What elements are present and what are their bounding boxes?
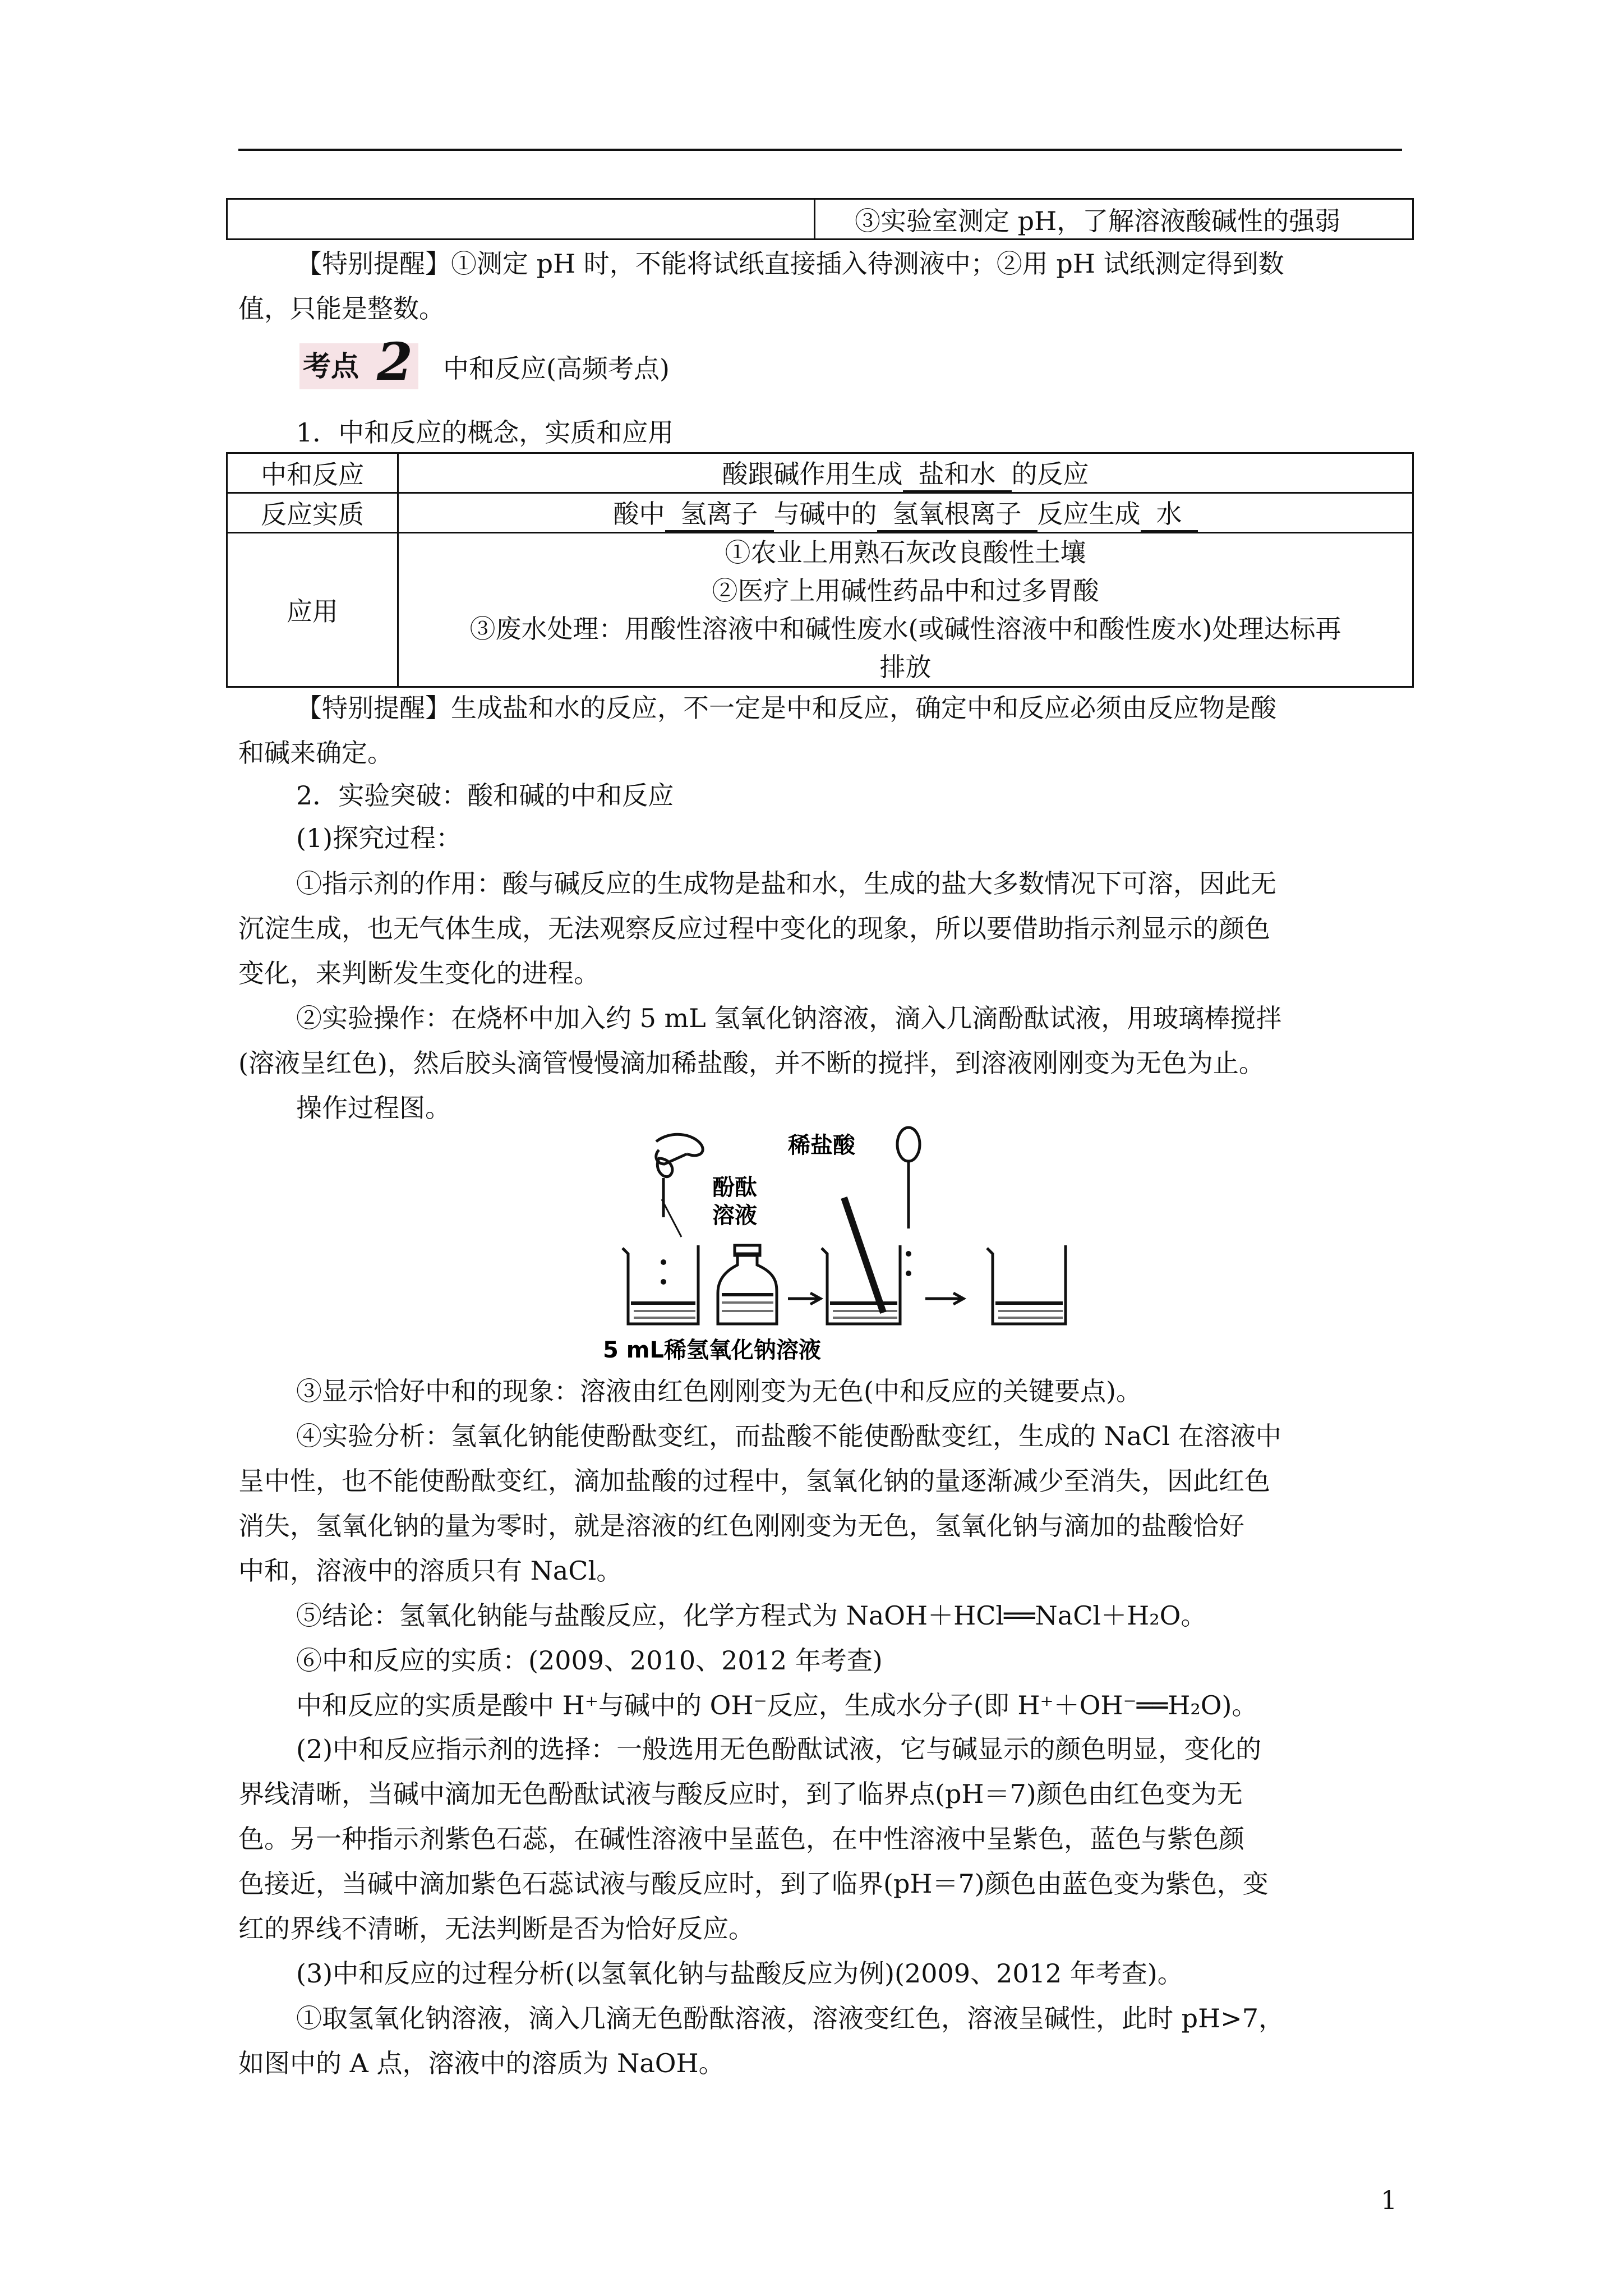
definition-post: 的反应 [1011, 459, 1089, 489]
application-line-3: ③废水处理：用酸性溶液中和碱性废水(或碱性溶液中和酸性废水)处理达标再 [469, 614, 1341, 644]
acid-dropper-bulb-icon [897, 1128, 920, 1161]
essence-mid2: 反应生成 [1037, 499, 1141, 529]
application-line-4: 排放 [879, 652, 932, 682]
diagram-caption: 操作过程图。 [296, 1093, 451, 1123]
process-line2: 如图中的 A 点，溶液中的溶质为 NaOH。 [238, 2048, 725, 2078]
definition-blank: 盐和水 [903, 458, 1012, 492]
label-dilute-hcl: 稀盐酸 [788, 1133, 855, 1158]
definition-pre: 酸跟碱作用生成 [722, 459, 903, 489]
operation-line1: ②实验操作：在烧杯中加入约 5 mL 氢氧化钠溶液，滴入几滴酚酞试液，用玻璃棒搅拌 [296, 1003, 1282, 1033]
essence-blank-hydroxide: 氢氧根离子 [877, 498, 1038, 532]
reminder1-line2: 值，只能是整数。 [238, 293, 445, 324]
essence-mid: 与碱中的 [773, 499, 877, 529]
conclusion: ⑤结论：氢氧化钠能与盐酸反应，化学方程式为 NaOH＋HCl══NaCl＋H₂O。 [296, 1600, 1207, 1631]
process-heading: (3)中和反应的过程分析(以氢氧化钠与盐酸反应为例)(2009、2012 年考查)。 [296, 1958, 1183, 1989]
top-table-empty-cell [227, 199, 815, 240]
experiment-diagram [603, 1119, 1119, 1366]
reminder1-line1: 【特别提醒】①测定 pH 时，不能将试纸直接插入待测液中；②用 pH 试纸测定得到数 [296, 249, 1284, 279]
section-title: 中和反应(高频考点) [443, 353, 670, 384]
analysis-line4: 中和，溶液中的溶质只有 NaCl。 [238, 1556, 623, 1586]
phenolphthalein-bottle-icon [718, 1254, 777, 1324]
analysis-line3: 消失，氢氧化钠的量为零时，就是溶液的红色刚刚变为无色，氢氧化钠与滴加的盐酸恰好 [238, 1511, 1244, 1541]
essence-blank-water: 水 [1141, 498, 1198, 532]
analysis-line1: ④实验分析：氢氧化钠能使酚酞变红，而盐酸不能使酚酞变红，生成的 NaCl 在溶液中 [296, 1421, 1281, 1451]
glass-rod-icon [844, 1198, 883, 1313]
label-phenolphthalein-2: 溶液 [712, 1203, 757, 1228]
sub1-heading: 1．中和反应的概念，实质和应用 [296, 417, 674, 448]
label-phenolphthalein-1: 酚酞 [712, 1175, 757, 1200]
analysis-line2: 呈中性，也不能使酚酞变红，滴加盐酸的过程中，氢氧化钠的量逐渐减少至消失，因此红色 [238, 1466, 1270, 1496]
concept-table [226, 452, 1414, 688]
indicator-line1: ①指示剂的作用：酸与碱反应的生成物是盐和水，生成的盐大多数情况下可溶，因此无 [296, 868, 1276, 899]
indicator-choice-line4: 色接近，当碱中滴加紫色石蕊试液与酸反应时，到了临界(pH＝7)颜色由蓝色变为紫色，变 [238, 1869, 1269, 1899]
section-number: 2 [377, 332, 413, 392]
section-badge-label: 考点 [303, 350, 359, 383]
top-table-text-cell: ③实验室测定 pH，了解溶液酸碱性的强弱 [815, 199, 1413, 240]
concept-essence [398, 493, 1413, 533]
concept-label-application: 应用 [227, 533, 398, 687]
page-number: 1 [1381, 2185, 1398, 2215]
concept-label-essence: 反应实质 [227, 493, 398, 533]
indicator-choice-line3: 色。另一种指示剂紫色石蕊，在碱性溶液中呈蓝色，在中性溶液中呈紫色，蓝色与紫色颜 [238, 1824, 1244, 1854]
indicator-choice-line1: (2)中和反应指示剂的选择：一般选用无色酚酞试液，它与碱显示的颜色明显，变化的 [296, 1734, 1262, 1764]
process-line1: ①取氢氧化钠溶液，滴入几滴无色酚酞溶液，溶液变红色，溶液呈碱性，此时 pH>7， [296, 2003, 1284, 2033]
label-naoh-solution: 5 mL稀氢氧化钠溶液 [603, 1337, 821, 1363]
concept-label-neutralization: 中和反应 [227, 453, 398, 493]
concept-definition [398, 453, 1413, 493]
phenomenon: ③显示恰好中和的现象：溶液由红色刚刚变为无色(中和反应的关键要点)。 [296, 1376, 1142, 1406]
top-table [226, 198, 1414, 240]
essence-heading: ⑥中和反应的实质：(2009、2010、2012 年考查) [296, 1645, 883, 1676]
indicator-choice-line2: 界线清晰，当碱中滴加无色酚酞试液与酸反应时，到了临界点(pH＝7)颜色由红色变为无 [238, 1779, 1243, 1809]
explore-heading: (1)探究过程： [296, 823, 462, 853]
indicator-line3: 变化，来判断发生变化的进程。 [238, 958, 600, 988]
operation-line2: (溶液呈红色)，然后胶头滴管慢慢滴加稀盐酸，并不断的搅拌，到溶液刚刚变为无色为止。 [238, 1048, 1265, 1078]
indicator-line2: 沉淀生成，也无气体生成，无法观察反应过程中变化的现象，所以要借助指示剂显示的颜色 [238, 913, 1270, 944]
application-line-1: ①农业上用熟石灰改良酸性土壤 [725, 537, 1086, 568]
reminder2-line1: 【特别提醒】生成盐和水的反应，不一定是中和反应，确定中和反应必须由反应物是酸 [296, 693, 1276, 723]
essence-blank-hydrogen: 氢离子 [665, 498, 774, 532]
header-rule [238, 149, 1402, 151]
essence: 中和反应的实质是酸中 H⁺与碱中的 OH⁻反应，生成水分子(即 H⁺＋OH⁻══H₂O)。 [296, 1690, 1258, 1720]
reminder2-line2: 和碱来确定。 [238, 738, 393, 768]
essence-pre: 酸中 [613, 499, 665, 529]
sub2-heading: 2．实验突破：酸和碱的中和反应 [296, 780, 674, 811]
concept-applications [398, 533, 1413, 687]
indicator-choice-line5: 红的界线不清晰，无法判断是否为恰好反应。 [238, 1913, 754, 1944]
application-line-2: ②医疗上用碱性药品中和过多胃酸 [712, 576, 1099, 606]
